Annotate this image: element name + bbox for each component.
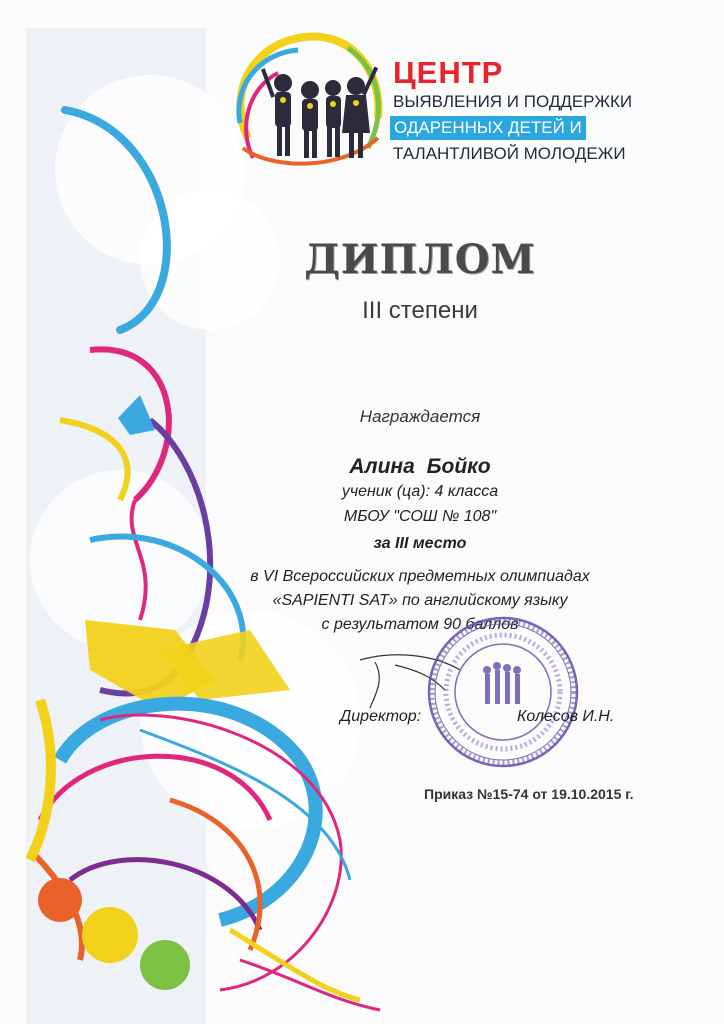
recipient-name: Алина Бойко [349,455,491,478]
awarded-label: Награждается [359,407,481,426]
olympiad-line-2: «SAPIENTI SAT» по английскому языку [272,592,568,609]
olympiad-line-3: с результатом 90 баллов [321,616,519,633]
recipient-grade: ученик (ца): 4 класса [341,483,499,500]
award-place: за III место [373,535,467,552]
org-line-1: ВЫЯВЛЕНИЯ И ПОДДЕРЖКИ [393,92,633,111]
diploma-title: ДИПЛОМ [304,236,536,283]
director-name: Колесов И.Н. [517,708,615,725]
order-reference: Приказ №15-74 от 19.10.2015 г. [424,786,634,802]
logo-children-icon [228,28,390,178]
director-label: Директор: [340,708,422,725]
org-line-3: ТАЛАНТЛИВОЙ МОЛОДЕЖИ [393,144,626,163]
org-line-2: ОДАРЕННЫХ ДЕТЕЙ И [390,116,586,140]
olympiad-line-1: в VI Всероссийских предметных олимпиадах [250,568,590,585]
diploma-degree: III степени [362,297,478,324]
recipient-school: МБОУ "СОШ № 108" [343,508,497,525]
official-stamp [423,612,583,772]
org-title: ЦЕНТР [393,55,504,90]
